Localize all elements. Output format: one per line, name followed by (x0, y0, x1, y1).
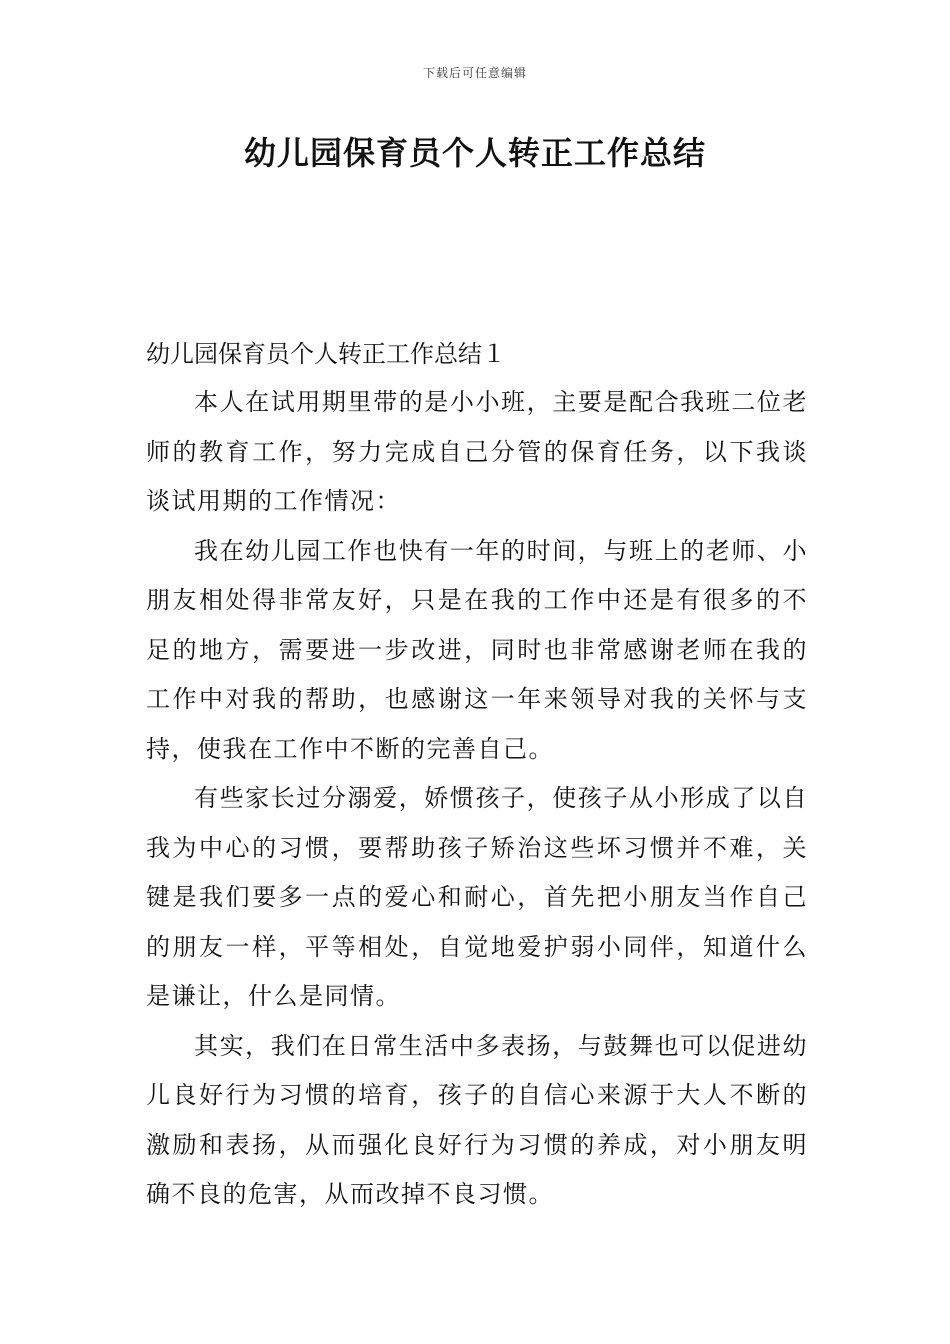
paragraph-4: 其实，我们在日常生活中多表扬，与鼓舞也可以促进幼儿良好行为习惯的培育，孩子的自信心来源于大人不断的激励和表扬，从而强化良好行为习惯的养成，对小朋友明确不良的危害，从而改掉不良习惯。 (146, 1031, 808, 1208)
document-body (146, 330, 808, 1220)
header-note: 下载后可任意编辑 (422, 66, 527, 80)
paragraph-3: 有些家长过分溺爱，娇惯孩子，使孩子从小形成了以自我为中心的习惯，要帮助孩子矫治这些坏习惯并不难，关键是我们要多一点的爱心和耐心，首先把小朋友当作自己的朋友一样，平等相处，自觉地爱护弱小同伴，知道什么是谦让，什么是同情。 (146, 784, 808, 1010)
paragraph-1: 本人在试用期里带的是小小班，主要是配合我班二位老师的教育工作，努力完成自己分管的保育任务，以下我谈谈试用期的工作情况： (146, 388, 808, 515)
section-heading: 幼儿园保育员个人转正工作总结１ (146, 340, 506, 368)
document-title: 幼儿园保育员个人转正工作总结 (243, 134, 706, 172)
paragraph-2: 我在幼儿园工作也快有一年的时间，与班上的老师、小朋友相处得非常友好，只是在我的工作中还是有很多的不足的地方，需要进一步改进，同时也非常感谢老师在我的工作中对我的帮助，也感谢这一年来领导对我的关怀与支持，使我在工作中不断的完善自己。 (146, 536, 808, 763)
